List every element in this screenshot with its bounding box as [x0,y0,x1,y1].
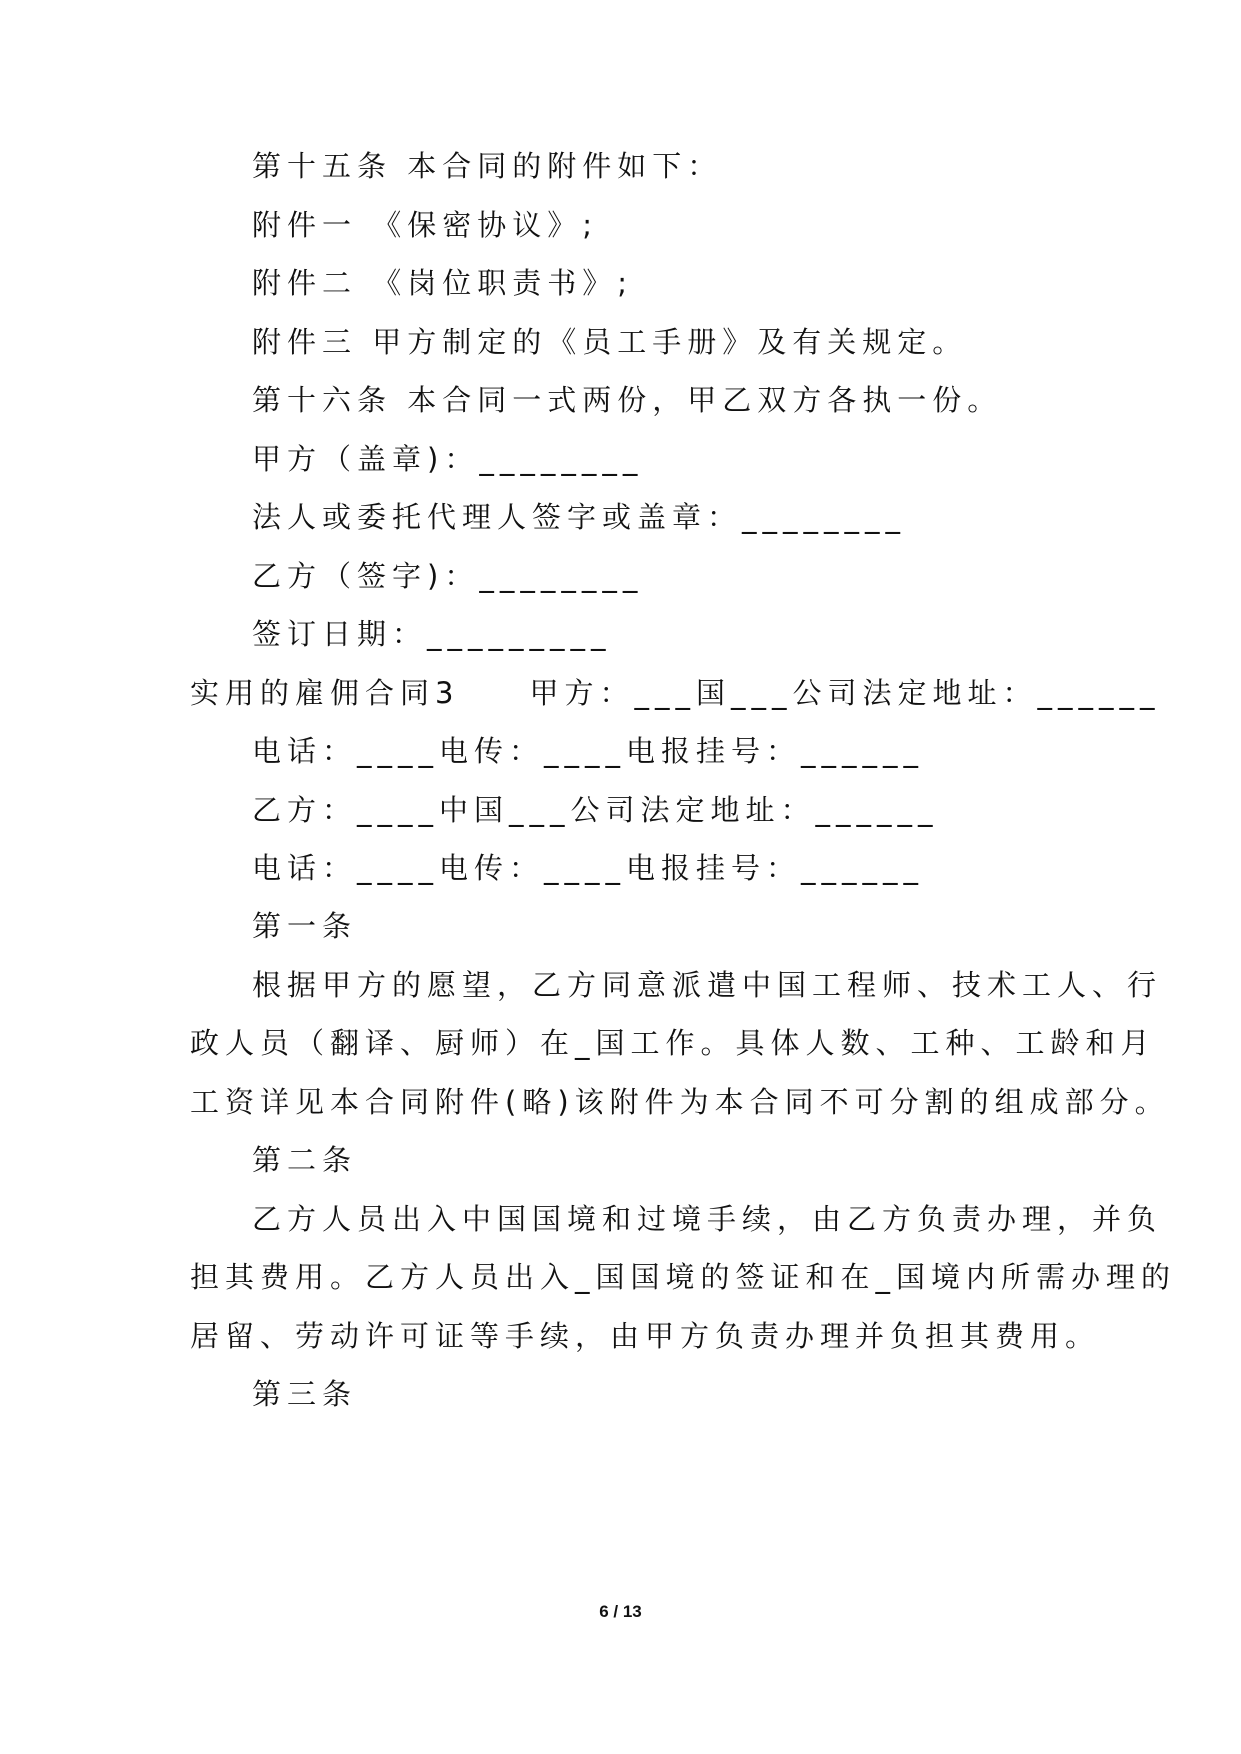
party-b-address-line: 乙方：____中国___公司法定地址：______ [252,793,939,827]
article-16: 第十六条 本合同一式两份，甲乙双方各执一份。 [252,383,1003,417]
attachment-2: 附件二 《岗位职责书》; [252,266,633,300]
party-a-contact-line: 电话：____电传：____电报挂号：______ [252,734,925,768]
page-number: 6 / 13 [599,1602,642,1621]
attachment-3: 附件三 甲方制定的《员工手册》及有关规定。 [252,325,968,359]
article-3-heading: 第三条 [252,1377,358,1411]
article-1-heading: 第一条 [252,909,358,943]
article-1-paragraph-line-2: 政人员（翻译、厨师）在_国工作。具体人数、工种、工龄和月 [190,1026,1156,1060]
article-2-paragraph-line-3: 居留、劳动许可证等手续，由甲方负责办理并负担其费用。 [190,1319,1101,1353]
article-1-paragraph-line-1: 根据甲方的愿望，乙方同意派遣中国工程师、技术工人、行 [252,968,1163,1002]
contract-3-title-line: 实用的雇佣合同3 甲方：___国___公司法定地址：______ [190,676,1161,710]
attachment-1: 附件一 《保密协议》; [252,208,598,242]
article-1-paragraph-line-3: 工资详见本合同附件(略)该附件为本合同不可分割的组成部分。 [190,1085,1170,1119]
article-2-paragraph-line-1: 乙方人员出入中国国境和过境手续，由乙方负责办理，并负 [252,1202,1163,1236]
party-b-contact-line: 电话：____电传：____电报挂号：______ [252,851,925,885]
signing-date-line: 签订日期：_________ [252,617,612,651]
article-2-heading: 第二条 [252,1143,358,1177]
representative-signature-line: 法人或委托代理人签字或盖章：________ [252,500,907,534]
article-15-heading: 第十五条 本合同的附件如下： [252,149,723,183]
party-b-signature-line: 乙方（签字)：________ [252,559,644,593]
article-2-paragraph-line-2: 担其费用。乙方人员出入_国国境的签证和在_国境内所需办理的 [190,1260,1177,1294]
party-a-seal-line: 甲方（盖章)：________ [252,442,644,476]
